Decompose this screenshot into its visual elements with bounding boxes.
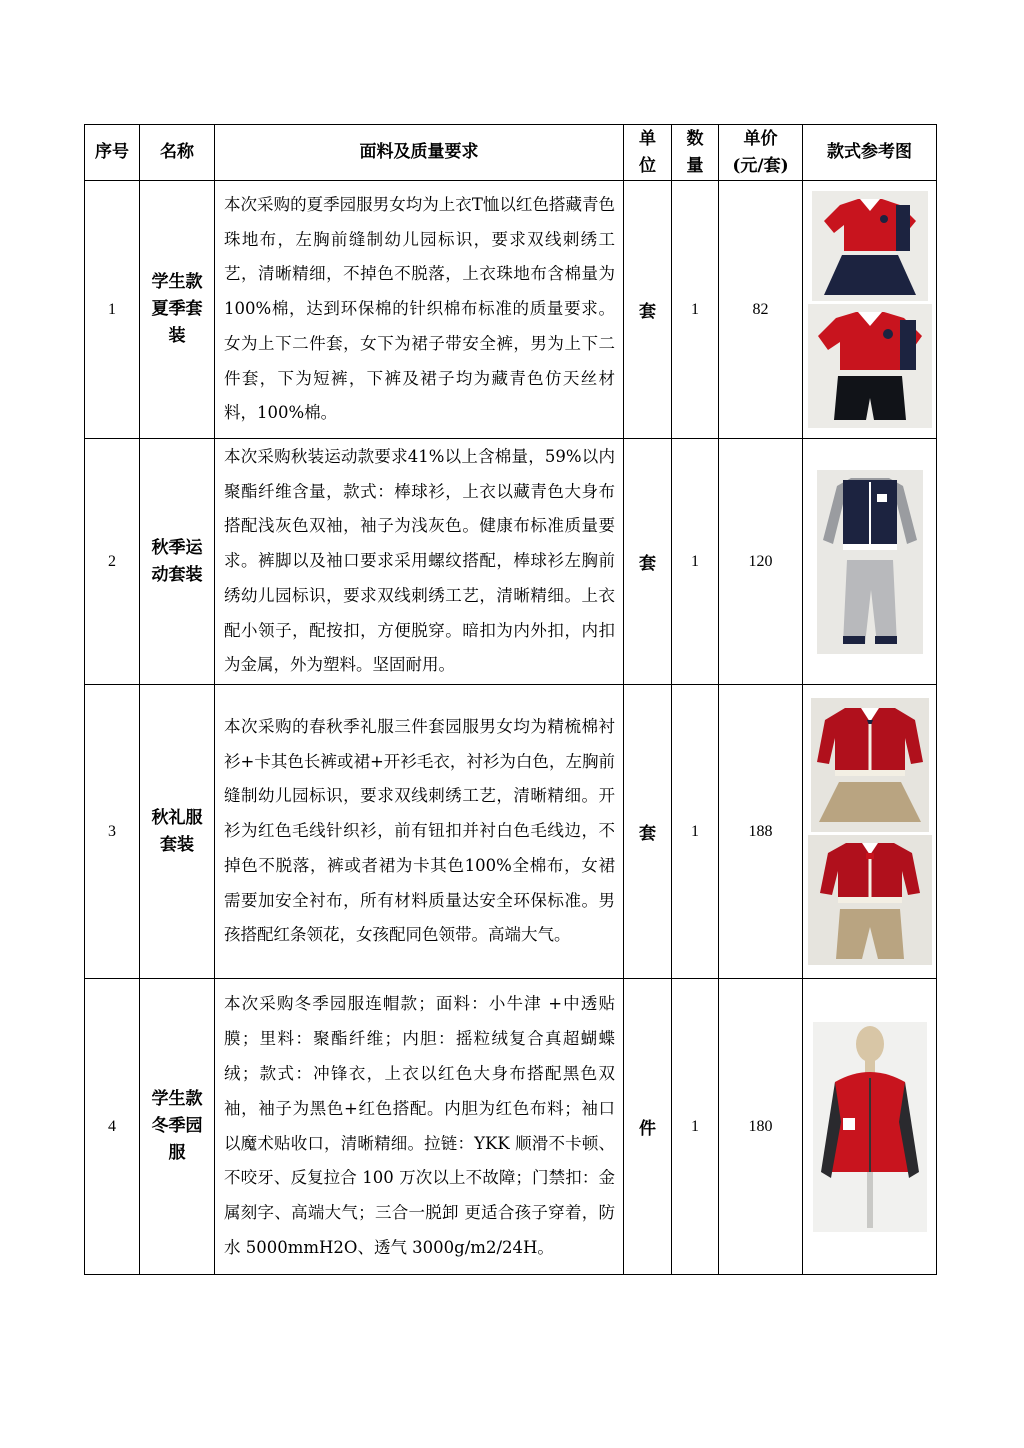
table-row (85, 979, 937, 1275)
header-qty-line1: 数 (686, 128, 704, 149)
summer-girl-outfit-photo (812, 191, 928, 301)
item-requirements: 本次采购的春秋季礼服三件套园服男女均为精梳棉衬衫+卡其色长裤或裙+开衫毛衣，衬衫为白色，左胸前缝制幼儿园标识，要求双线刺绣工艺，清晰精细。开衫为红色毛线针织衫，前有钮扣并衬白色毛线边，不掉色不脱落，裤或者裙为卡其色100%全棉布，女裙需要加安全衬布，所有材料质量达安全环保标准。男孩搭配红条领花，女孩配同色领带。高端大气。 (215, 685, 624, 979)
header-row (85, 125, 937, 181)
row-number: 4 (85, 979, 140, 1275)
reference-images (803, 685, 937, 979)
reference-images (803, 979, 937, 1275)
item-price: 180 (719, 979, 803, 1275)
procurement-table (84, 124, 937, 1275)
item-price: 188 (719, 685, 803, 979)
item-name: 秋礼服套装 (140, 685, 215, 979)
summer-boy-outfit-photo (808, 304, 932, 428)
item-name: 秋季运动套装 (140, 439, 215, 685)
table-row (85, 439, 937, 685)
item-unit: 套 (624, 439, 672, 685)
item-requirements: 本次采购冬季园服连帽款；面料：小牛津 +中透贴膜；里料：聚酯纤维；内胆：摇粒绒复合真超蝴蝶绒；款式：冲锋衣，上衣以红色大身布搭配黑色双袖，袖子为黑色+红色搭配。内胆为红色布料；袖口以魔术贴收口，清晰精细。拉链：YKK 顺滑不卡顿、不咬牙、反复拉合 100 万次以上不故障；门禁扣：金属刻字、高端大气；三合一脱卸 更适合孩子穿着，防水 5000mmH2O、透气 3000g/m2/24H。 (215, 979, 624, 1275)
header-price (719, 125, 803, 181)
item-name: 学生款夏季套装 (140, 181, 215, 439)
item-qty: 1 (672, 979, 719, 1275)
item-requirements: 本次采购秋装运动款要求41%以上含棉量，59%以内聚酯纤维含量，款式：棒球衫，上衣以藏青色大身布搭配浅灰色双袖，袖子为浅灰色。健康布标准质量要求。裤脚以及袖口要求采用螺纹搭配，棒球衫左胸前绣幼儿园标识，要求双线刺绣工艺，清晰精细。上衣配小领子，配按扣，方便脱穿。暗扣为内外扣，内扣为金属，外为塑料。坚固耐用。 (215, 439, 624, 685)
formal-girl-set-photo (811, 698, 929, 832)
reference-images (803, 181, 937, 439)
header-price-line1: 单价 (743, 128, 778, 149)
row-number: 3 (85, 685, 140, 979)
header-requirements: 面料及质量要求 (215, 125, 624, 181)
header-price-line2: (元/套) (732, 155, 789, 176)
table-row (85, 181, 937, 439)
header-no: 序号 (85, 125, 140, 181)
item-price: 120 (719, 439, 803, 685)
header-qty (672, 125, 719, 181)
item-qty: 1 (672, 181, 719, 439)
item-name: 学生款冬季园服 (140, 979, 215, 1275)
item-unit: 套 (624, 685, 672, 979)
header-unit-line2: 位 (639, 155, 656, 176)
header-unit (624, 125, 672, 181)
row-number: 2 (85, 439, 140, 685)
formal-boy-set-photo (808, 835, 932, 965)
header-name: 名称 (140, 125, 215, 181)
item-unit: 件 (624, 979, 672, 1275)
reference-images (803, 439, 937, 685)
item-unit: 套 (624, 181, 672, 439)
winter-jacket-photo (813, 1022, 927, 1232)
row-number: 1 (85, 181, 140, 439)
item-price: 82 (719, 181, 803, 439)
item-requirements: 本次采购的夏季园服男女均为上衣T恤以红色搭藏青色珠地布，左胸前缝制幼儿园标识，要求双线刺绣工艺，清晰精细，不掉色不脱落，上衣珠地布含棉量为100%棉，达到环保棉的针织棉布标准的质量要求。女为上下二件套，女下为裙子带安全裤，男为上下二件套，下为短裤，下裤及裙子均为藏青色仿天丝材料，100%棉。 (215, 181, 624, 439)
header-unit-line1: 单 (639, 128, 656, 149)
item-qty: 1 (672, 685, 719, 979)
item-qty: 1 (672, 439, 719, 685)
autumn-sports-set-photo (817, 470, 923, 654)
header-qty-line2: 量 (686, 155, 704, 176)
header-image: 款式参考图 (803, 125, 937, 181)
table-row (85, 685, 937, 979)
